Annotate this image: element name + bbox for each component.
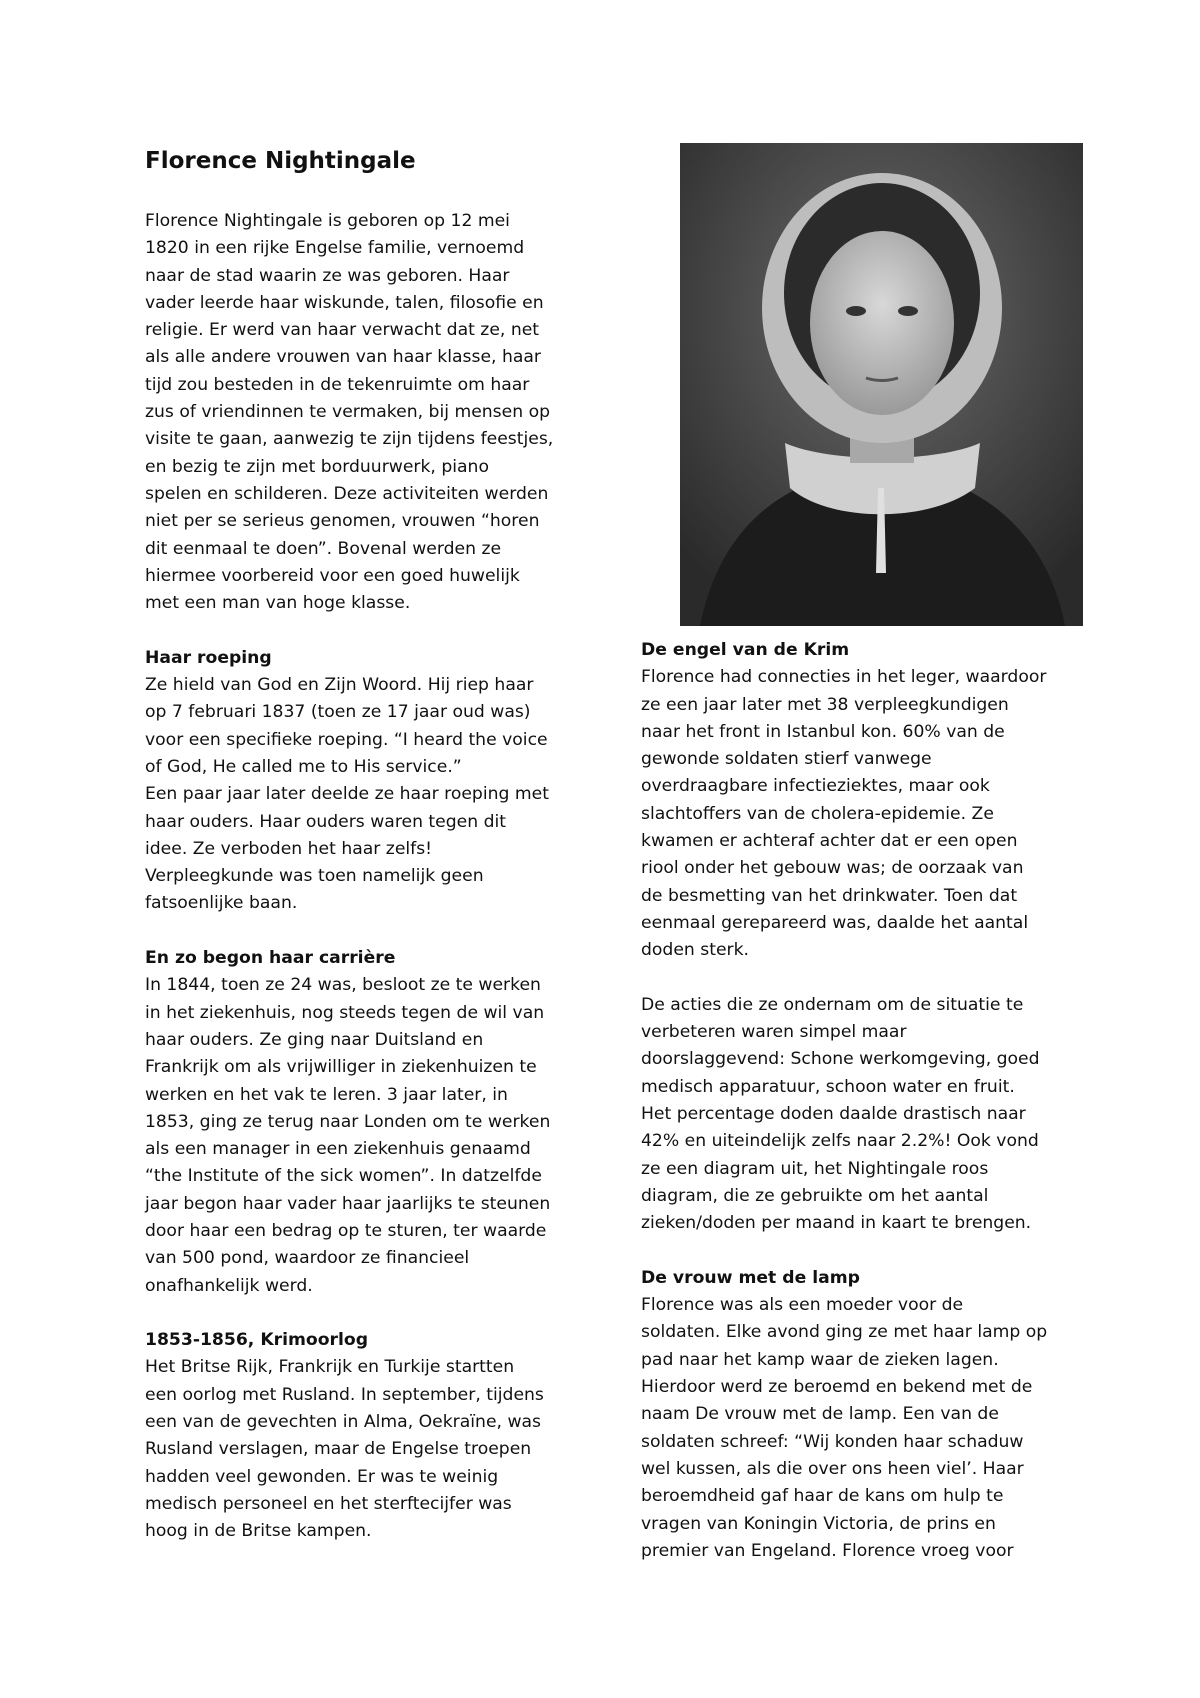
lamp-paragraph: Florence was als een moeder voor de soldaten. Elke avond ging ze met haar lamp op pad naar het kamp waar de zieken lagen. Hierdoor werd ze beroemd en bekend met de naam De vrouw met de lamp. Een van de soldaten schreef: “Wij konden haar schaduw wel kussen, als die over ons heen viel’. Haar beroemdheid gaf haar de kans om hulp te vragen van Koningin Victoria, de prins en premier van Engeland. Florence vroeg voor [641, 1295, 1048, 1561]
engel-paragraph: Florence had connecties in het leger, waardoor ze een jaar later met 38 verpleegkundigen naar het front in Istanbul kon. 60% van de gewonde soldaten stierf vanwege overdraagbare infectieziektes, maar ook slachtoffers van de cholera-epidemie. Ze kwamen er achteraf achter dat er een open riool onder het gebouw was; de oorzaak van de besmetting van het drinkwater. Toen dat eenmaal gerepareerd was, daalde het aantal doden sterk. [641, 667, 1047, 961]
document-title: Florence Nightingale [145, 148, 416, 174]
section-heading-engel: De engel van de Krim [641, 640, 850, 660]
left-column [145, 208, 585, 1546]
right-column [641, 637, 1081, 1565]
portrait-image [680, 143, 1083, 626]
section-heading-carriere: En zo begon haar carrière [145, 948, 396, 969]
portrait-photo [680, 143, 1083, 626]
section-heading-roeping: Haar roeping [145, 647, 272, 668]
acties-paragraph: De acties die ze ondernam om de situatie te verbeteren waren simpel maar doorslaggevend: Schone werkomgeving, goed medisch apparatuur, schoon water en fruit. Het percentage doden daalde drastisch naar 42% en uiteindelijk zelfs naar 2.2%! Ook vond ze een diagram uit, het Nightingale roos diagram, die ze gebruikte om het aantal zieken/doden per maand in kaart te brengen. [641, 994, 1040, 1234]
section-heading-lamp: De vrouw met de lamp [641, 1267, 860, 1288]
section-heading-krimoorlog: 1853-1856, Krimoorlog [145, 1330, 369, 1351]
krimoorlog-paragraph: Het Britse Rijk, Frankrijk en Turkije startten een oorlog met Rusland. In september, tijdens een van de gevechten in Alma, Oekraïne, was Rusland verslagen, maar de Engelse troepen hadden veel gewonden. Er was te weinig medisch personeel en het sterftecijfer was hoog in de Britse kampen. [145, 1357, 544, 1542]
intro-paragraph: Florence Nightingale is geboren op 12 mei 1820 in een rijke Engelse familie, vernoemd naar de stad waarin ze was geboren. Haar vader leerde haar wiskunde, talen, filosofie en religie. Er werd van haar verwacht dat ze, net als alle andere vrouwen van haar klasse, haar tijd zou besteden in de tekenruimte om haar zus of vriendinnen te vermaken, bij mensen op visite te gaan, aanwezig te zijn tijdens feestjes, en bezig te zijn met borduurwerk, piano spelen en schilderen. Deze activiteiten werden niet per se serieus genomen, vrouwen “horen dit eenmaal te doen”. Bovenal werden ze hiermee voorbereid voor een goed huwelijk met een man van hoge klasse. [145, 211, 554, 614]
carriere-paragraph: In 1844, toen ze 24 was, besloot ze te werken in het ziekenhuis, nog steeds tegen de wil van haar ouders. Ze ging naar Duitsland en Frankrijk om als vrijwilliger in ziekenhuizen te werken en het vak te leren. 3 jaar later, in 1853, ging ze terug naar Londen om te werken als een manager in een ziekenhuis genaamd “the Institute of the sick women”. In datzelfde jaar begon haar vader haar jaarlijks te steunen door haar een bedrag op te sturen, ter waarde van 500 pond, waardoor ze financieel onafhankelijk werd. [145, 975, 551, 1296]
roeping-paragraph: Ze hield van God en Zijn Woord. Hij riep haar op 7 februari 1837 (toen ze 17 jaar oud was) voor een specifieke roeping. “I heard the voice of God, He called me to His service.” Een paar jaar later deelde ze haar roeping met haar ouders. Haar ouders waren tegen dit idee. Ze verboden het haar zelfs! Verpleegkunde was toen namelijk geen fatsoenlijke baan. [145, 675, 549, 914]
